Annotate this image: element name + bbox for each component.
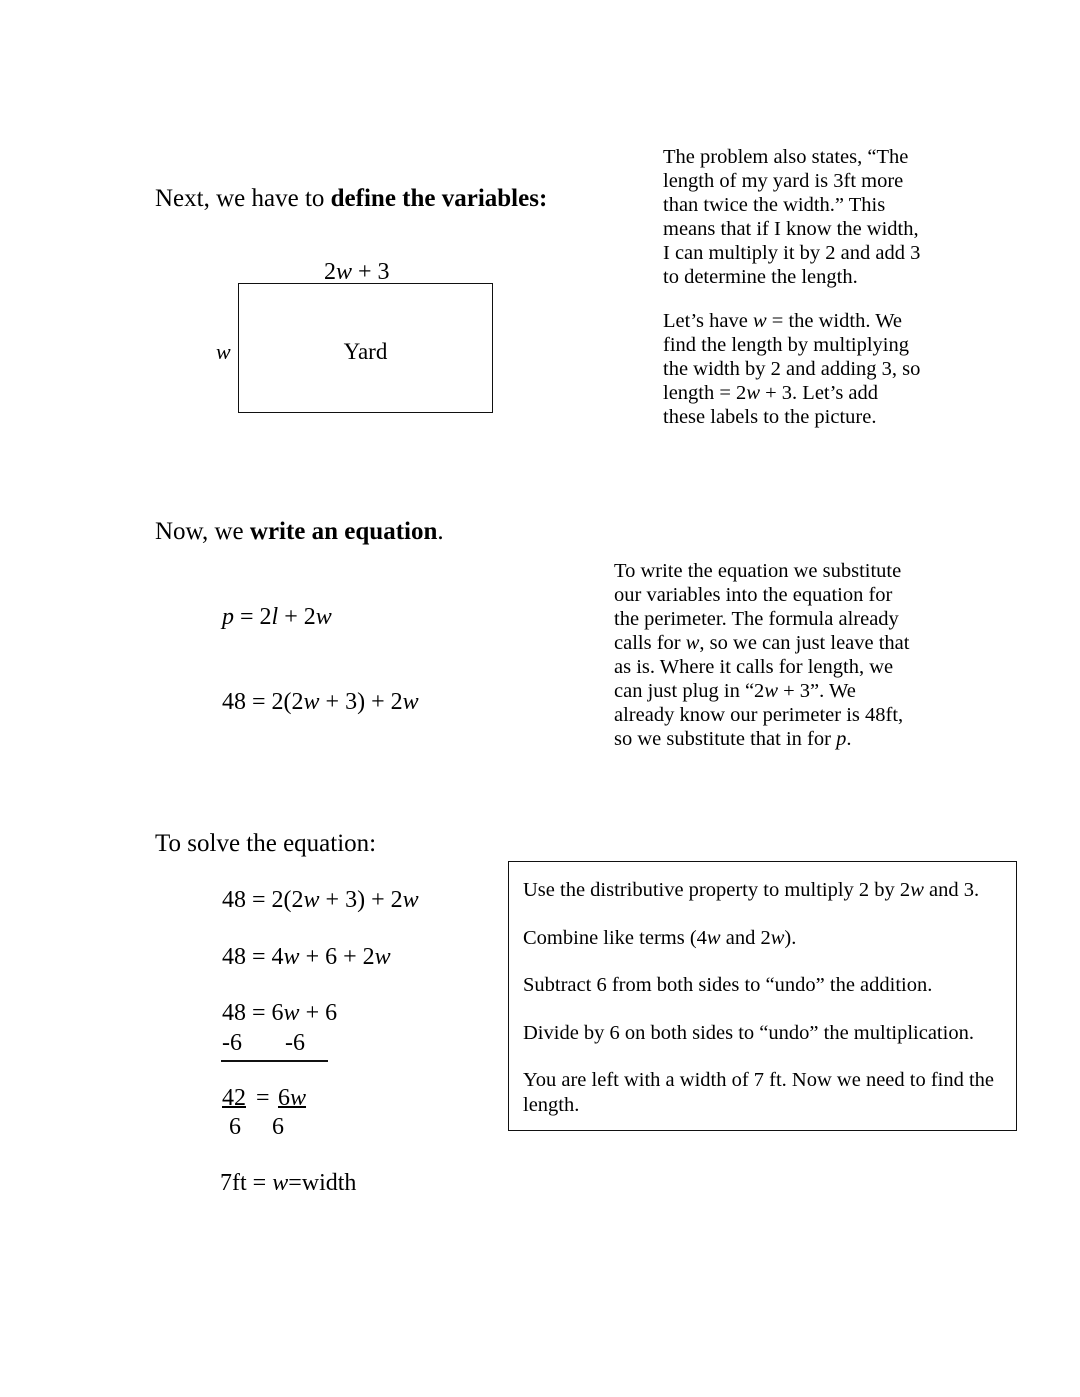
equation-var-w: w (315, 604, 332, 630)
solve-step-2-b: + 6 + 2 (299, 944, 375, 970)
solve-step-4-denominator-left: 6 (229, 1114, 241, 1140)
instruction-step-3: Subtract 6 from both sides to “undo” the addition. (523, 974, 933, 997)
heading-solve-equation: To solve the equation: (155, 830, 377, 857)
explanation-p2-var-w2: w (746, 381, 760, 404)
instruction-step-2-var1: w (706, 926, 721, 949)
solve-step-2-var2: w (374, 944, 391, 970)
equation-substituted-var1: w (303, 689, 320, 715)
instruction-step-1 (523, 878, 1002, 903)
explanation-p3-var-p: p (836, 727, 847, 750)
solve-step-1-a: 48 = 2(2 (222, 887, 304, 913)
solve-answer-a: 7ft = (220, 1170, 273, 1196)
explanation-paragraph-2 (663, 310, 925, 430)
solve-step-2-var1: w (283, 944, 300, 970)
solve-step-4-numerator-left: 42 (222, 1085, 246, 1111)
instruction-step-2-a: Combine like terms (4 (523, 926, 707, 949)
solve-answer-var-w: w (272, 1170, 289, 1196)
yard-length-variable: w (336, 260, 353, 284)
instruction-box (508, 861, 1017, 1131)
solve-step-1-b: + 3) + 2 (319, 887, 403, 913)
equation-var-p: p (222, 604, 234, 630)
explanation-p2-part3: + 3. Let’s add these labels to the picture. (663, 381, 879, 428)
solve-step-2 (222, 943, 391, 972)
solve-step-1-var1: w (303, 887, 320, 913)
heading-write-equation-plain: Now, we (155, 518, 250, 545)
heading-define-variables-bold: define the variables: (330, 185, 548, 212)
equation-var-l: l (271, 604, 279, 630)
heading-define-variables-plain: Next, we have to (155, 185, 331, 212)
solve-step-4-denominator-right: 6 (272, 1114, 284, 1140)
equation-perimeter-part-a: = 2 (234, 604, 272, 630)
solve-answer-width (220, 1169, 356, 1198)
equation-perimeter-part-b: + 2 (278, 604, 316, 630)
explanation-p3-part2: , so we can just leave that as is. Where it calls for length, we can just plug in “2 (614, 631, 910, 702)
solve-step-3-subtract-left: -6 (222, 1030, 242, 1056)
solve-step-4-equals: = (256, 1085, 270, 1111)
explanation-p2-var-w1: w (752, 309, 767, 332)
solve-step-3-subtract-right: -6 (285, 1030, 305, 1056)
explanation-p3-part1: To write the equation we substitute our variables into the equation for the perimeter. The formula already calls for (614, 560, 902, 654)
equation-substituted (222, 688, 419, 717)
equation-substituted-a: 48 = 2(2 (222, 689, 304, 715)
explanation-p3-var-w2: w (764, 679, 778, 702)
yard-length-constant: + 3 (352, 260, 390, 284)
instruction-step-2-b: and 2 (720, 926, 771, 949)
solve-answer-b: =width (288, 1170, 357, 1196)
explanation-p3-part4: . (846, 727, 852, 750)
solve-step-3-a: 48 = 6 (222, 1000, 284, 1026)
solve-step-4-num-right-var: w (290, 1085, 307, 1111)
instruction-step-2-c: ). (784, 926, 797, 949)
solve-step-4-num-right-digit: 6 (278, 1085, 290, 1111)
yard-length-label (324, 260, 390, 284)
yard-width-label: w (216, 339, 231, 364)
solve-step-4-numerator-right (278, 1084, 306, 1113)
instruction-step-1-b: and 3. (923, 879, 980, 901)
equation-perimeter-formula (222, 603, 332, 632)
equation-substituted-b: + 3) + 2 (319, 689, 403, 715)
solve-step-2-a: 48 = 4 (222, 944, 284, 970)
explanation-p3-var-w1: w (685, 631, 700, 654)
instruction-step-2 (523, 926, 1002, 951)
yard-inner-label: Yard (343, 339, 388, 364)
explanation-p2-part2: = the width. We find the length by multiplying the width by 2 and adding 3, so length = 2 (663, 309, 921, 404)
explanation-paragraph-1: The problem also states, “The length of my yard is 3ft more than twice the width.” This means that if I know the width, I can multiply it by 2 and add 3 to determine the length. (663, 146, 921, 288)
instruction-step-2-var2: w (770, 926, 785, 949)
equation-substituted-var2: w (402, 689, 419, 715)
explanation-top (663, 146, 925, 430)
solve-step-1-var2: w (402, 887, 419, 913)
explanation-paragraph-3 (614, 560, 914, 752)
heading-write-equation (155, 518, 444, 547)
instruction-step-5: You are left with a width of 7 ft. Now we need to find the length. (523, 1069, 995, 1116)
solve-step-1 (222, 886, 419, 915)
yard-diagram (216, 260, 493, 413)
solve-step-3-b: + 6 (299, 1000, 338, 1026)
instruction-step-1-a: Use the distributive property to multiply 2 by 2 (523, 879, 911, 901)
instruction-step-4: Divide by 6 on both sides to “undo” the multiplication. (523, 1021, 974, 1044)
solve-step-3-var1: w (283, 1000, 300, 1026)
yard-length-coefficient: 2 (324, 260, 336, 284)
instruction-step-1-var: w (910, 879, 924, 901)
explanation-middle (614, 560, 914, 752)
explanation-p2-part1: Let’s have (663, 309, 753, 332)
subtraction-rule (221, 1060, 328, 1062)
heading-write-equation-suffix: . (437, 518, 444, 545)
solve-step-3 (222, 999, 337, 1028)
explanation-p3-part3: + 3”. We already know our perimeter is 48ft, so we substitute that in for (614, 679, 904, 750)
heading-define-variables (155, 185, 547, 214)
heading-write-equation-bold: write an equation (249, 518, 438, 545)
